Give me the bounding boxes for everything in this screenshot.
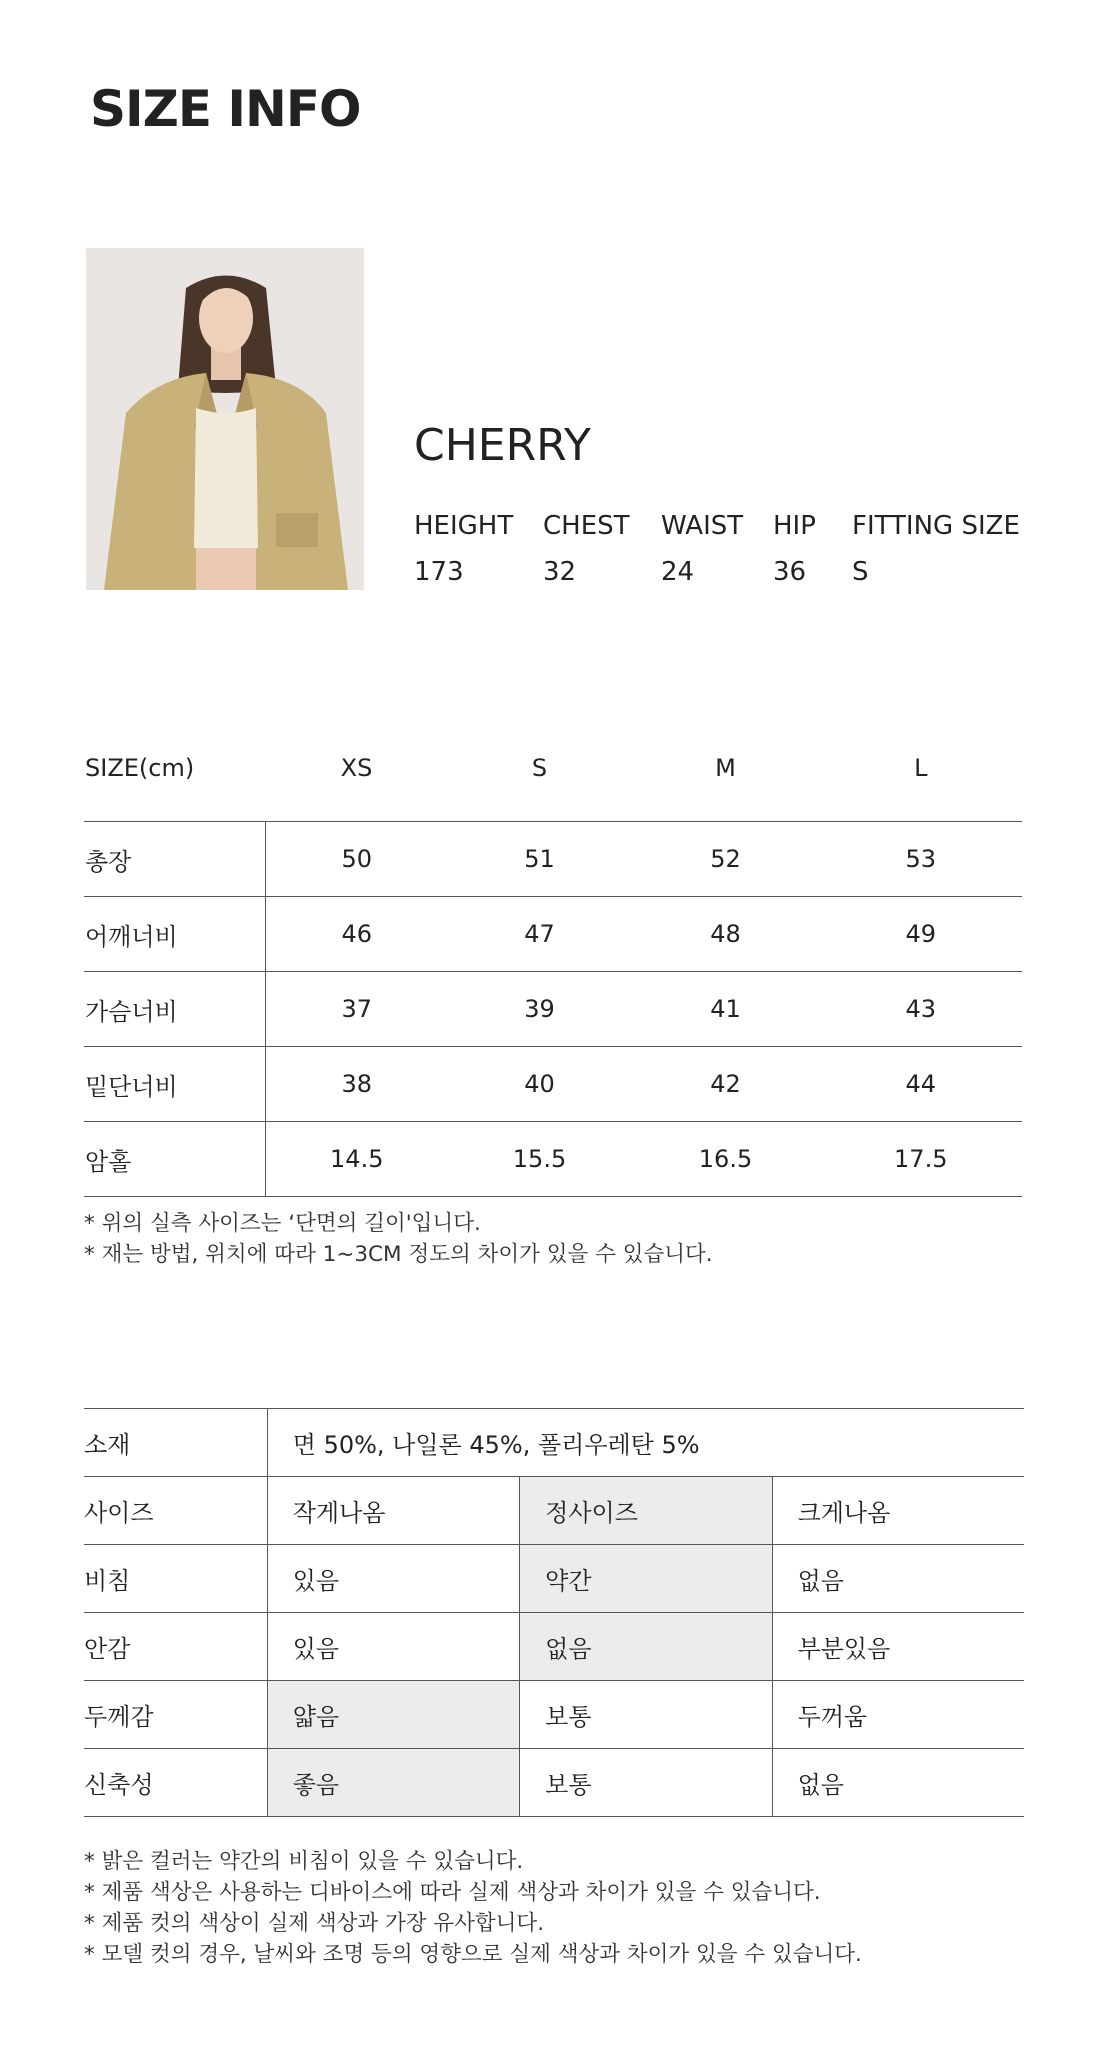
- spec-value-chest: 32: [543, 557, 577, 587]
- row-label: 신축성: [84, 1749, 267, 1817]
- material-value: 면 50%, 나일론 45%, 폴리우레탄 5%: [267, 1409, 1024, 1477]
- size-header-s: S: [531, 754, 548, 782]
- table-row: [84, 897, 1022, 972]
- row-label: 밑단너비: [84, 1047, 266, 1122]
- option-cell: 보통: [520, 1681, 772, 1749]
- row-label: 어깨너비: [84, 897, 266, 972]
- table-row: [84, 1122, 1022, 1197]
- model-name: CHERRY: [414, 420, 591, 471]
- spec-label-hip: HIP: [773, 511, 816, 541]
- size-cell: 51: [448, 822, 632, 897]
- row-label: 암홀: [84, 1122, 266, 1197]
- note-line: * 밝은 컬러는 약간의 비침이 있을 수 있습니다.: [84, 1849, 524, 1874]
- option-cell: 있음: [267, 1545, 519, 1613]
- model-photo: [86, 248, 364, 590]
- table-row: [84, 1681, 1024, 1749]
- option-cell: 크게나옴: [772, 1477, 1024, 1545]
- option-cell: 보통: [520, 1749, 772, 1817]
- option-cell-selected: 없음: [520, 1613, 772, 1681]
- size-cell: 41: [632, 972, 820, 1047]
- option-cell: 부분있음: [772, 1613, 1024, 1681]
- option-cell-selected: 얇음: [267, 1681, 519, 1749]
- table-row: [84, 822, 1022, 897]
- row-label: 두께감: [84, 1681, 267, 1749]
- size-cell: 53: [820, 822, 1023, 897]
- size-cell: 47: [448, 897, 632, 972]
- size-header-xs: XS: [340, 754, 373, 782]
- row-label: 비침: [84, 1545, 267, 1613]
- table-row: [84, 1047, 1022, 1122]
- spec-value-hip: 36: [773, 557, 807, 587]
- note-line: * 모델 컷의 경우, 날씨와 조명 등의 영향으로 실제 색상과 차이가 있을 수 있습니다.: [84, 1942, 862, 1967]
- option-cell: 없음: [772, 1545, 1024, 1613]
- spec-value-fitting-size: S: [852, 557, 869, 587]
- option-cell-selected: 약간: [520, 1545, 772, 1613]
- size-cell: 38: [266, 1047, 448, 1122]
- fabric-table: [84, 1408, 1024, 1817]
- model-specs: [414, 511, 1032, 587]
- size-header-label: SIZE(cm): [85, 754, 195, 782]
- size-cell: 39: [448, 972, 632, 1047]
- size-cell: 15.5: [448, 1122, 632, 1197]
- size-cell: 52: [632, 822, 820, 897]
- spec-value-waist: 24: [661, 557, 695, 587]
- size-cell: 16.5: [632, 1122, 820, 1197]
- size-cell: 48: [632, 897, 820, 972]
- option-cell: 작게나옴: [267, 1477, 519, 1545]
- size-cell: 44: [820, 1047, 1023, 1122]
- option-cell: 두꺼움: [772, 1681, 1024, 1749]
- size-table: [84, 748, 1022, 1197]
- size-cell: 17.5: [820, 1122, 1023, 1197]
- size-cell: 46: [266, 897, 448, 972]
- row-label: 가슴너비: [84, 972, 266, 1047]
- table-row: [84, 1409, 1024, 1477]
- spec-label-height: HEIGHT: [414, 511, 514, 541]
- size-cell: 50: [266, 822, 448, 897]
- option-cell-selected: 정사이즈: [520, 1477, 772, 1545]
- table-row: [84, 1545, 1024, 1613]
- table-row: [84, 1613, 1024, 1681]
- size-cell: 14.5: [266, 1122, 448, 1197]
- table-row: [84, 1749, 1024, 1817]
- size-cell: 43: [820, 972, 1023, 1047]
- size-cell: 42: [632, 1047, 820, 1122]
- size-header-m: M: [715, 754, 736, 782]
- row-label: 총장: [84, 822, 266, 897]
- note-line: * 제품 색상은 사용하는 디바이스에 따라 실제 색상과 차이가 있을 수 있습니다.: [84, 1880, 821, 1905]
- option-cell: 있음: [267, 1613, 519, 1681]
- option-cell-selected: 좋음: [267, 1749, 519, 1817]
- row-label: 안감: [84, 1613, 267, 1681]
- size-cell: 40: [448, 1047, 632, 1122]
- size-notes: [84, 1208, 713, 1270]
- care-notes: [84, 1846, 862, 1970]
- option-cell: 없음: [772, 1749, 1024, 1817]
- spec-label-chest: CHEST: [543, 511, 630, 541]
- size-cell: 37: [266, 972, 448, 1047]
- size-header-l: L: [914, 754, 928, 782]
- table-row: [84, 972, 1022, 1047]
- spec-label-waist: WAIST: [661, 511, 744, 541]
- note-line: * 제품 컷의 색상이 실제 색상과 가장 유사합니다.: [84, 1911, 545, 1936]
- size-cell: 49: [820, 897, 1023, 972]
- page-title: SIZE INFO: [90, 80, 361, 138]
- table-row: [84, 1477, 1024, 1545]
- spec-label-fitting-size: FITTING SIZE: [852, 511, 1020, 541]
- note-line: * 재는 방법, 위치에 따라 1~3CM 정도의 차이가 있을 수 있습니다.: [84, 1242, 713, 1267]
- spec-value-height: 173: [414, 557, 464, 587]
- material-label: 소재: [84, 1409, 267, 1477]
- size-table-header: [84, 748, 1022, 822]
- row-label: 사이즈: [84, 1477, 267, 1545]
- note-line: * 위의 실측 사이즈는 ‘단면의 길이'입니다.: [84, 1211, 481, 1236]
